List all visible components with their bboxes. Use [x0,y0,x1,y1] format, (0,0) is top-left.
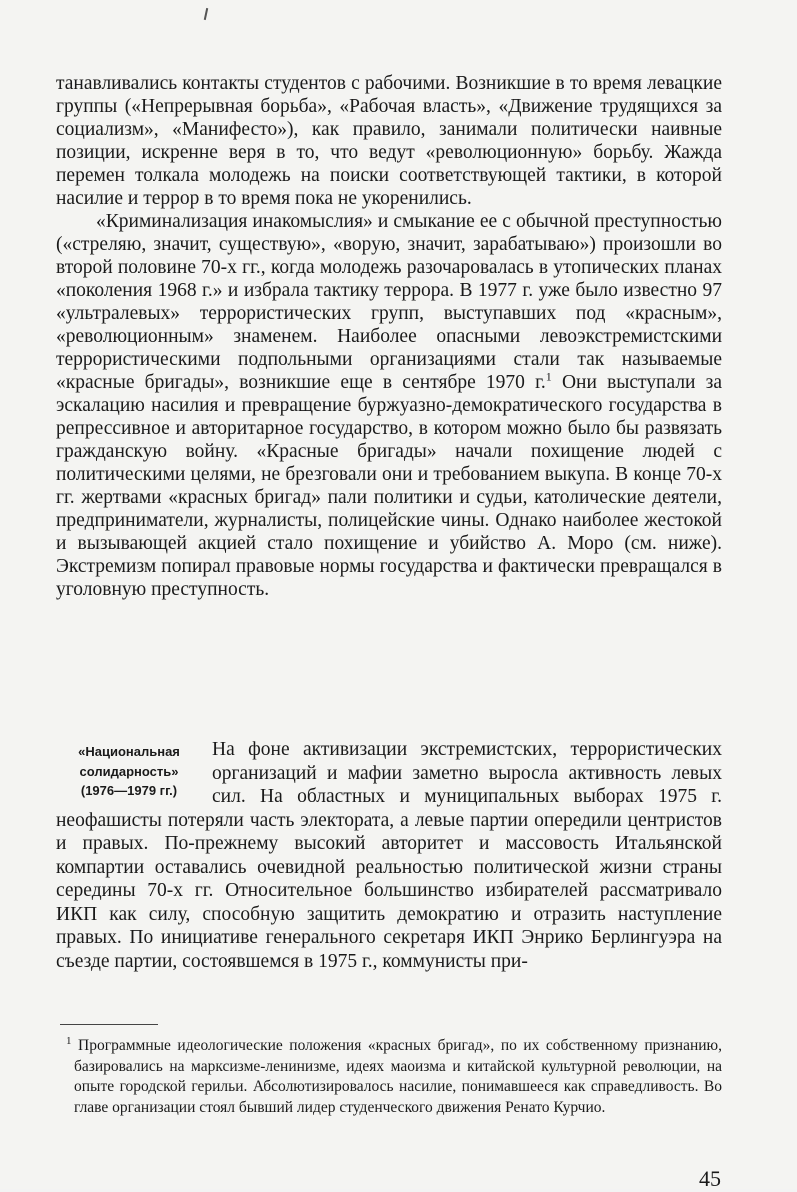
footnote-mark: 1 [66,1034,72,1047]
section-text: На фоне активизации экстремистских, террористических организаций и мафии заметно выросла активность левых сил. На областных и муниципальных выборах 1975 г. неофашисты потеряли часть электората, а левые партии опередили центристов и правых. По-прежнему высокий авторитет и массовость Итальянской компартии оставались очевидной реальностью политической жизни страны середины 70-х гг. Относительное большинство избирателей рассматривало ИКП как силу, способную защитить демократию и отразить наступление правых. По инициативе генерального секретаря ИКП Энрико Берлингуэра на съезде партии, состоявшемся в 1975 г., коммунисты при- [56,739,722,972]
footnote-separator [60,1024,158,1025]
page-number: 45 [699,1166,721,1191]
main-text [56,72,722,601]
paragraph-2 [56,210,722,601]
footnote-reference: 1 [545,369,552,384]
paragraph-2-text: «Криминализация инакомыслия» и смыкание ее с обычной преступностью («стреляю, значит, существую», «ворую, значит, зарабатываю») произошли во второй половине 70-х гг., когда молодежь разочаровалась в утопических планах «поколения 1968 г.» и избрала тактику террора. В 1977 г. уже было известно 97 «ультралевых» террористических групп, выступавших под «красным», «революционным» знаменем. Наиболее опасными левоэкстремистскими террористическими подпольными организациями стали так называемые «красные бригады», возникшие еще в сентябре 1970 г. [56,211,722,393]
section-heading-line-1: «Национальная [78,744,180,759]
section-heading-line-2: солидарность» [79,763,179,779]
footnote-text: Программные идеологические положения «красных бригад», по их собственному признанию, базировались на марксизме-ленинизме, идеях маоизма и китайской культурной революции, на опыте городской герильи. Абсолютизировалось насилие, понимавшееся как справедливость. Во главе организации стоял бывший лидер студенческого движения Ренато Курчио. [74,1037,722,1116]
footnote [56,1036,722,1118]
section-heading-line-3: (1976—1979 гг.) [80,783,178,798]
paragraph-2-continued: Они выступали за эскалацию насилия и превращение буржуазно-демократического государства в репрессивное и авторитарное государство, в котором можно было бы развязать гражданскую войну. «Красные бригады» начали похищение людей с политическими целями, не брезговали они и требованием выкупа. В конце 70-х гг. жертвами «красных бригад» пали политики и судьи, католические деятели, предприниматели, журналисты, полицейские чины. Однако наиболее жестокой и вызывающей акцией стало похищение и убийство А. Моро (см. ниже). Экстремизм попирал правовые нормы государства и фактически превращался в уголовную преступность. [56,372,723,600]
section-heading [56,742,202,801]
section-national-solidarity [56,738,722,973]
ink-mark [204,8,208,20]
paragraph-1: танавливались контакты студентов с рабочими. Возникшие в то время левацкие группы («Непрерывная борьба», «Рабочая власть», «Движение трудящихся за социализм», «Манифесто»), как правило, занимали политически наивные позиции, искренне веря в то, что ведут «революционную» борьбу. Жажда перемен толкала молодежь на поиски соответствующей тактики, в которой насилие и террор в то время пока не укоренились. [56,73,722,209]
footnote-paragraph [56,1036,722,1118]
